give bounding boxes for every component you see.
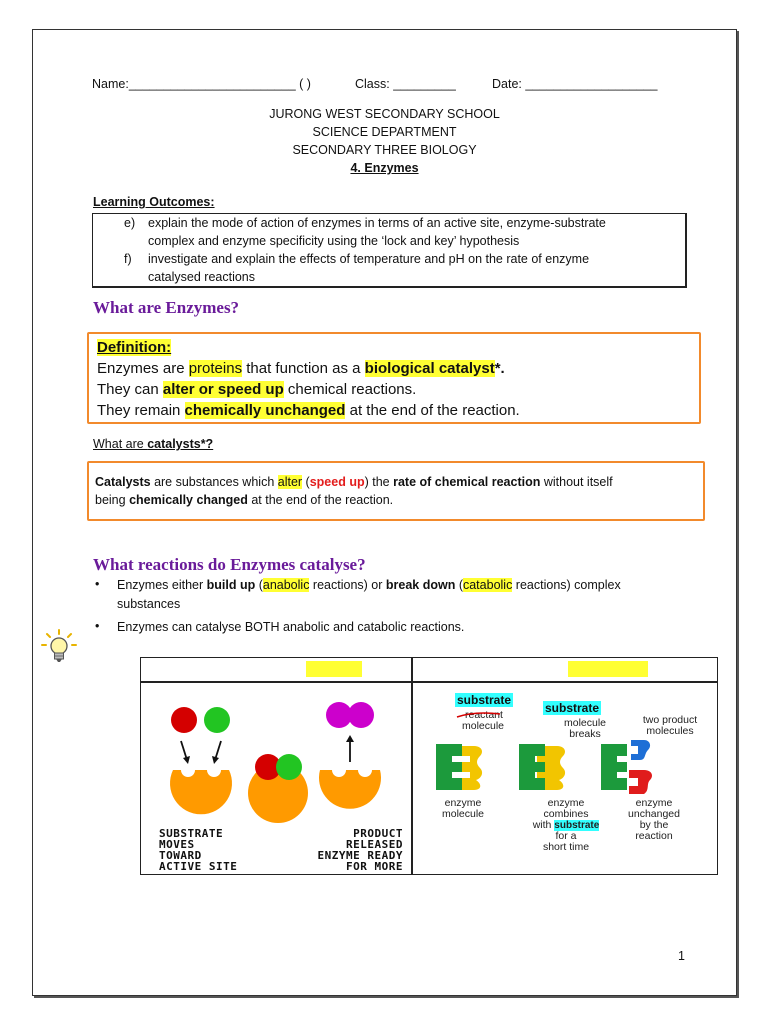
substrate-red-ball (171, 707, 197, 733)
left-header-highlight-blank (306, 661, 362, 677)
substrate-green-ball (204, 707, 230, 733)
bound-green-ball (276, 754, 302, 780)
worksheet-page (32, 29, 737, 996)
learning-outcomes-box (92, 213, 687, 288)
definition-line-2: They can alter or speed up chemical reactions. (97, 381, 417, 398)
arrow-head (183, 756, 190, 764)
enzyme-unchanged-label: enzyme unchanged by the reaction (628, 797, 680, 842)
department-name: SCIENCE DEPARTMENT (312, 125, 457, 139)
enzyme-diagram-table (140, 657, 718, 875)
substrate-yellow-shape (462, 746, 482, 790)
bullet-both-reactions: Enzymes can catalyse BOTH anabolic and catabolic reactions. (117, 620, 465, 634)
bullet-anabolic-catabolic: Enzymes either build up (anabolic reactions) or break down (catabolic reactions) complex substances (117, 578, 621, 611)
school-name: JURONG WEST SECONDARY SCHOOL (269, 107, 500, 121)
enzyme-green-shape (519, 744, 545, 790)
right-header-highlight-blank (568, 661, 648, 677)
section-heading-what-are-enzymes: What are Enzymes? (93, 298, 240, 317)
name-field-label: Name:________________________ ( ) (92, 77, 311, 91)
bullet-dot: • (95, 619, 100, 633)
outcome-text: investigate and explain the effects of temperature and pH on the rate of enzyme (148, 252, 590, 266)
date-field-label: Date: ___________________ (492, 77, 658, 91)
outcome-marker: f) (124, 252, 132, 266)
learning-outcomes-label: Learning Outcomes: (93, 195, 215, 209)
product-red-shape (629, 770, 652, 794)
catalysts-definition: Catalysts are substances which alter (speed up) the rate of chemical reaction without itself being chemically changed at the end of the reaction. (95, 475, 613, 507)
substrate-tag: substrate (545, 701, 600, 715)
class-field-label: Class: _________ (355, 77, 456, 91)
caption-substrate-moves: SUBSTRATE MOVES TOWARD ACTIVE SITE (159, 827, 238, 873)
strikethrough-mark (455, 710, 515, 720)
enzyme-orange-shape (319, 770, 381, 809)
topic-title: 4. Enzymes (350, 161, 419, 175)
definition-label: Definition: (97, 339, 172, 356)
definition-box (87, 332, 701, 424)
lightbulb-icon (39, 628, 79, 666)
enzyme-green-shape (601, 744, 627, 790)
enzyme-green-shape (436, 744, 462, 790)
molecule-breaks-label: molecule breaks (563, 717, 607, 740)
caption-product-released: PRODUCT RELEASED ENZYME READY FOR MORE (317, 827, 403, 873)
definition-line-3: They remain chemically unchanged at the end of the reaction. (97, 402, 520, 419)
outcome-marker: e) (124, 216, 136, 230)
molecule-label: molecule (462, 720, 505, 732)
catalysts-box (87, 461, 705, 521)
table-header-divider (141, 681, 717, 683)
section-heading-reactions: What reactions do Enzymes catalyse? (93, 555, 366, 574)
enzyme-combines-label: enzyme combines with substrate for a short time (532, 797, 600, 853)
outcome-text: explain the mode of action of enzymes in terms of an active site, enzyme-substrate (148, 216, 606, 230)
product-magenta-ball (348, 702, 374, 728)
substrate-tag: substrate (457, 693, 512, 707)
reactant-struck-label: reactant (465, 709, 503, 721)
arrow-head (346, 735, 354, 742)
anabolic-diagram (151, 696, 406, 828)
bullet-dot: • (95, 577, 100, 591)
arrow-head (212, 756, 219, 764)
two-product-molecules-label: two product molecules (642, 714, 698, 737)
enzyme-orange-shape (170, 770, 232, 814)
outcome-text: complex and enzyme specificity using the ‘lock and key’ hypothesis (148, 234, 520, 248)
course-name: SECONDARY THREE BIOLOGY (292, 143, 477, 157)
catalysts-question: What are catalysts*? (93, 437, 214, 451)
table-column-divider (411, 658, 413, 874)
enzyme-molecule-label: enzyme molecule (441, 797, 485, 820)
page-number: 1 (678, 949, 685, 963)
outcome-text: catalysed reactions (148, 270, 256, 284)
definition-line-1: Enzymes are proteins that function as a biological catalyst*. (97, 360, 505, 377)
product-blue-shape (631, 740, 650, 760)
